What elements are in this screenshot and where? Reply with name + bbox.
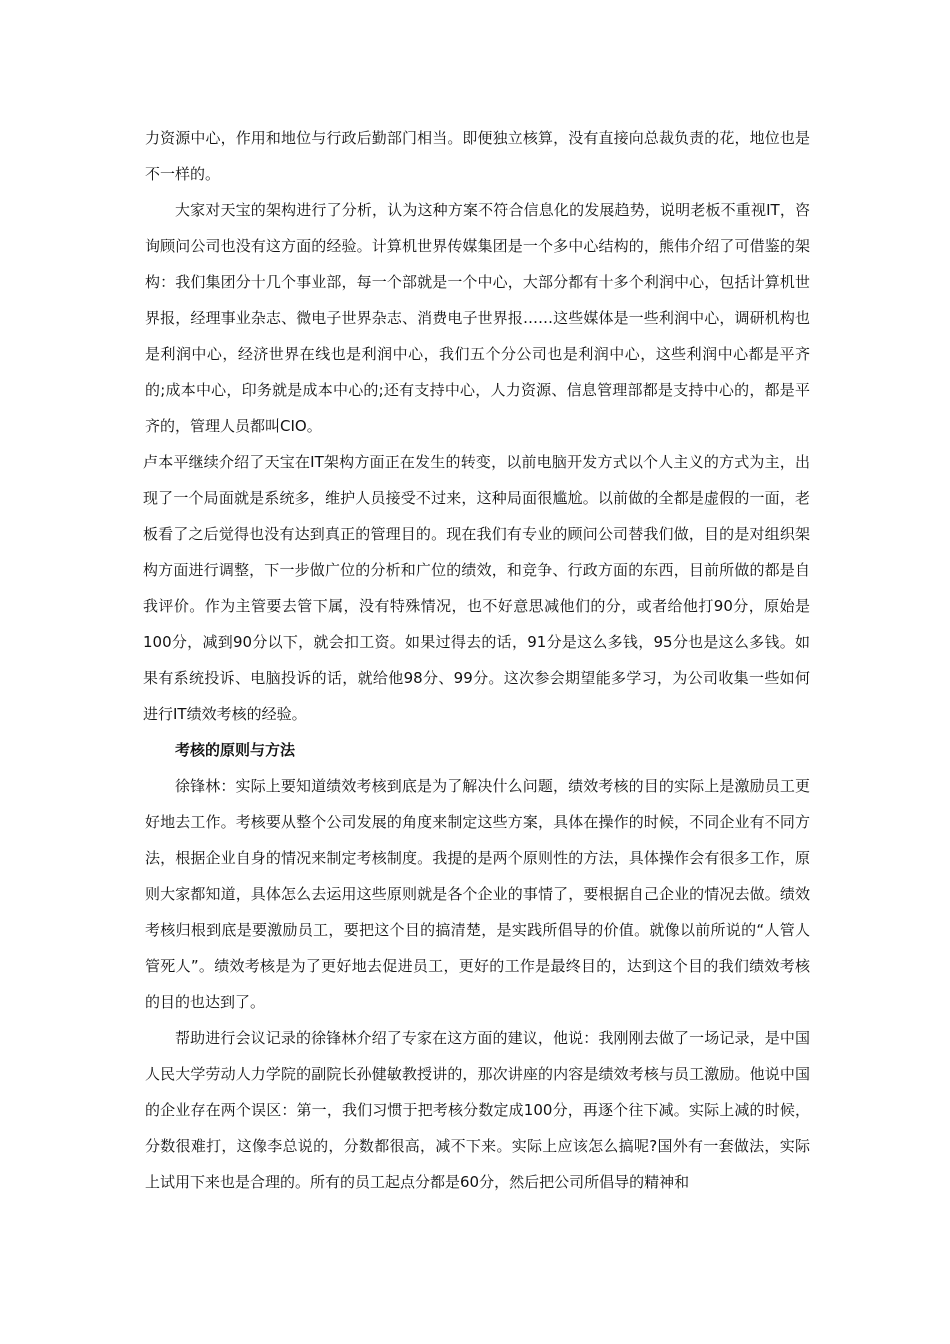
section-heading: 考核的原则与方法: [175, 741, 296, 759]
paragraph-principles: 徐锋林：实际上要知道绩效考核到底是为了解决什么问题，绩效考核的目的实际上是激励员工更好地去工作。考核要从整个公司发展的角度来制定这些方案，具体在操作的时候，不同企业有不同方法，根据企业自身的情况来制定考核制度。我提的是两个原则性的方法，具体操作会有很多工作，原则大家都知道，具体怎么去运用这些原则就是各个企业的事情了，要根据自己企业的情况去做。绩效考核归根到底是要激励员工，要把这个目的搞清楚，是实践所倡导的价值。就像以前所说的“人管人管死人”。绩效考核是为了更好地去促进员工，更好的工作是最终目的，达到这个目的我们绩效考核的目的也达到了。: [145, 777, 810, 1011]
document-body: [145, 120, 810, 1200]
paragraph-hr-center: 力资源中心，作用和地位与行政后勤部门相当。即便独立核算，没有直接向总裁负责的花，地位也是不一样的。: [145, 129, 810, 183]
paragraph-it-architecture-change: 卢本平继续介绍了天宝在IT架构方面正在发生的转变，以前电脑开发方式以个人主义的方式为主，出现了一个局面就是系统多，维护人员接受不过来，这种局面很尴尬。以前做的全都是虚假的一面，老板看了之后觉得也没有达到真正的管理目的。现在我们有专业的顾问公司替我们做，目的是对组织架构方面进行调整，下一步做广位的分析和广位的绩效，和竞争、行政方面的东西，目前所做的都是自我评价。作为主管要去管下属，没有特殊情况，也不好意思减他们的分，或者给他打90分，原始是100分，减到90分以下，就会扣工资。如果过得去的话，91分是这么多钱，95分也是这么多钱。如果有系统投诉、电脑投诉的话，就给他98分、99分。这次参会期望能多学习，为公司收集一些如何进行IT绩效考核的经验。: [143, 453, 810, 723]
paragraph-architecture-analysis: 大家对天宝的架构进行了分析，认为这种方案不符合信息化的发展趋势，说明老板不重视IT，咨询顾问公司也没有这方面的经验。计算机世界传媒集团是一个多中心结构的，熊伟介绍了可借鉴的架构：我们集团分十几个事业部，每一个部就是一个中心，大部分都有十多个利润中心，包括计算机世界报，经理事业杂志、微电子世界杂志、消费电子世界报……这些媒体是一些利润中心，调研机构也是利润中心，经济世界在线也是利润中心，我们五个分公司也是利润中心，这些利润中心都是平齐的;成本中心，印务就是成本中心的;还有支持中心，人力资源、信息管理部都是支持中心的，都是平齐的，管理人员都叫CIO。: [145, 201, 810, 435]
paragraph-expert-advice: 帮助进行会议记录的徐锋林介绍了专家在这方面的建议，他说：我刚刚去做了一场记录，是中国人民大学劳动人力学院的副院长孙健敏教授讲的，那次讲座的内容是绩效考核与员工激励。他说中国的企业存在两个误区：第一，我们习惯于把考核分数定成100分，再逐个往下减。实际上减的时候，分数很难打，这像李总说的，分数都很高，减不下来。实际上应该怎么搞呢?国外有一套做法，实际上试用下来也是合理的。所有的员工起点分都是60分，然后把公司所倡导的精神和: [145, 1029, 810, 1191]
